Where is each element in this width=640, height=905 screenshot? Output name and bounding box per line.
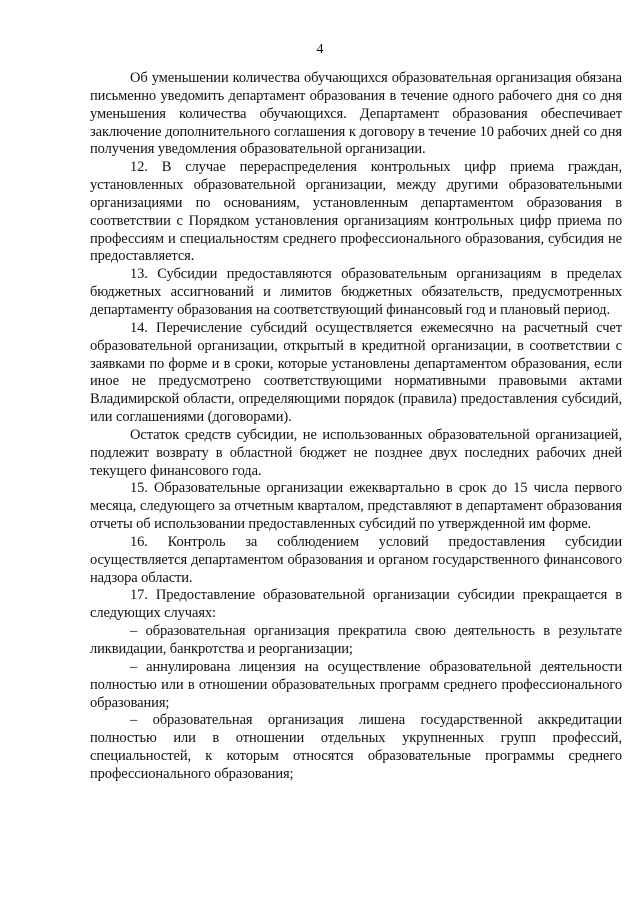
paragraph-17: 17. Предоставление образовательной организации субсидии прекращается в следующих случаях: xyxy=(90,587,622,622)
paragraph-15: 15. Образовательные организации ежеквартально в срок до 15 числа первого месяца, следующего за отчетным кварталом, представляют в департамент образования отчеты об использовании предоставленных субсидий по утвержденной им форме. xyxy=(90,480,622,533)
document-body xyxy=(90,70,622,784)
list-item-accreditation-revoked: – образовательная организация лишена государственной аккредитации полностью или в отношении отдельных укрупненных групп профессий, специальностей, к которым относятся образовательные программы среднего профессионального образования; xyxy=(90,712,622,782)
list-item-license-revoked: – аннулирована лицензия на осуществление образовательной деятельности полностью или в отношении образовательных программ среднего профессионального образования; xyxy=(90,658,622,711)
page-number: 4 xyxy=(316,42,324,57)
paragraph-13: 13. Субсидии предоставляются образовательным организациям в пределах бюджетных ассигнований и лимитов бюджетных обязательств, предусмотренных департаменту образования на соответствующий финансовый год и плановый период. xyxy=(90,266,622,318)
paragraph-16: 16. Контроль за соблюдением условий предоставления субсидии осуществляется департаментом образования и органом государственного финансового надзора области. xyxy=(90,533,622,586)
paragraph-reduction-notice: Об уменьшении количества обучающихся образовательная организация обязана письменно уведомить департамент образования в течение одного рабочего дня со дня уменьшения количества обучающихся. Департамент образования обеспечивает заключение дополнительного соглашения к договору в течение 10 рабочих дней со дня получения уведомления образовательной организации. xyxy=(90,70,622,158)
paragraph-12: 12. В случае перераспределения контрольных цифр приема граждан, установленных образовательной организации, между другими образовательными организациями по основаниям, установленным департаментом образования в соответствии с Порядком установления организациям контрольных цифр приема по профессиям и специальностям среднего профессионального образования, субсидия не предоставляется. xyxy=(90,159,622,265)
paragraph-14: 14. Перечисление субсидий осуществляется ежемесячно на расчетный счет образовательной организации, открытый в кредитной организации, в соответствии с заявками по форме и в сроки, которые установлены департаментом образования, если иное не предусмотрено соответствующими нормативными правовыми актами Владимирской области, определяющими порядок (правила) предоставления субсидий, или соглашениями (договорами). xyxy=(90,319,622,426)
list-item-liquidation: – образовательная организация прекратила свою деятельность в результате ликвидации, банкротства и реорганизации; xyxy=(90,623,622,657)
paragraph-subsidy-remainder: Остаток средств субсидии, не использованных образовательной организацией, подлежит возврату в областной бюджет не позднее двух последних рабочих дней текущего финансового года. xyxy=(90,426,622,479)
